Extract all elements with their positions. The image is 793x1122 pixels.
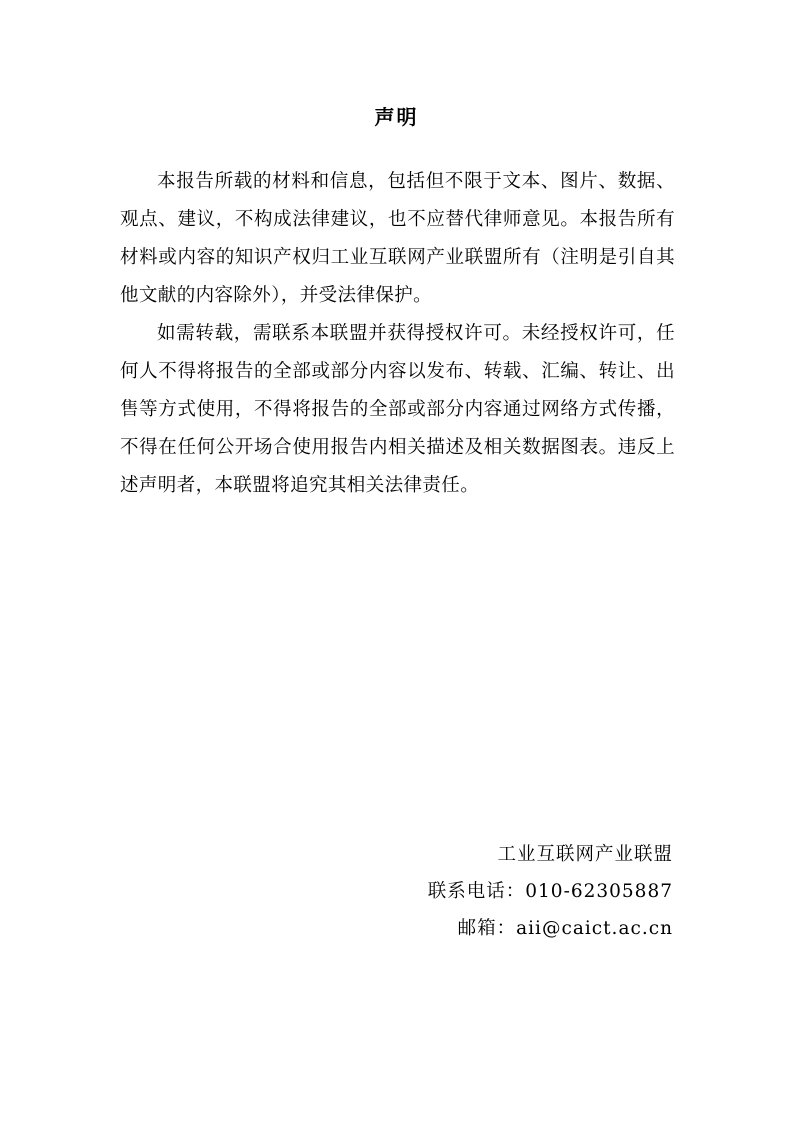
contact-phone: 联系电话：010-62305887 [427, 881, 673, 902]
contact-email: 邮箱：aii@caict.ac.cn [457, 918, 673, 939]
statement-paragraph-reprint: 如需转载，需联系本联盟并获得授权许可。未经授权许可，任何人不得将报告的全部或部分内容以发布、转载、汇编、转让、出售等方式使用，不得将报告的全部或部分内容通过网络方式传播，不得在任何公开场合使用报告内相关描述及相关数据图表。违反上述声明者，本联盟将追究其相关法律责任。 [120, 323, 675, 496]
statement-paragraph-ip: 本报告所载的材料和信息，包括但不限于文本、图片、数据、观点、建议，不构成法律建议，也不应替代律师意见。本报告所有材料或内容的知识产权归工业互联网产业联盟所有（注明是引自其他文献的内容除外），并受法律保护。 [120, 171, 675, 306]
statement-body [120, 163, 675, 505]
page-title: 声明 [374, 105, 419, 129]
contact-block [428, 836, 673, 947]
organization-name: 工业互联网产业联盟 [497, 844, 673, 865]
